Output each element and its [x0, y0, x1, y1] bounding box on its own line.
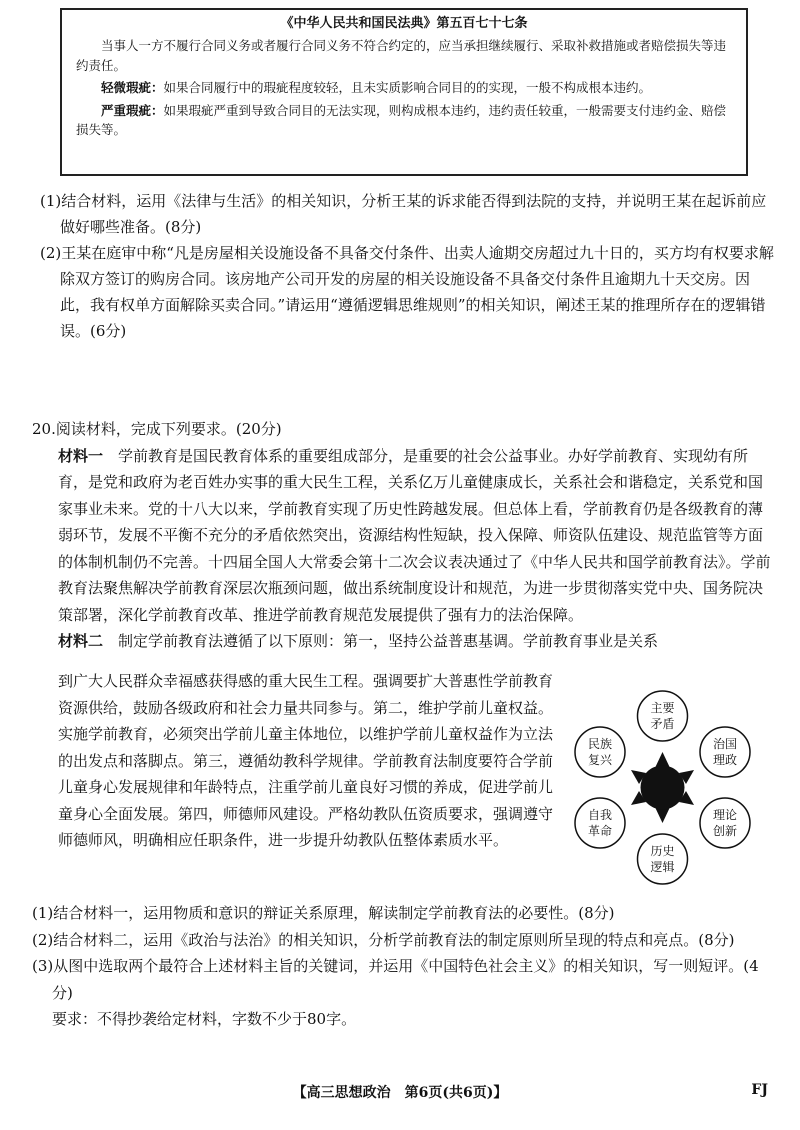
q20-items [32, 900, 774, 1033]
material-2-first-line [32, 628, 774, 655]
q20-item-1: (1)结合材料一，运用物质和意识的辩证关系原理，解读制定学前教育法的必要性。(8分) [32, 904, 615, 922]
node-lower-right-circle [700, 798, 750, 848]
material-2-wrapped [58, 668, 553, 854]
material-1-label: 材料一 [58, 446, 104, 465]
material-2-first-text: 制定学前教育法遵循了以下原则：第一，坚持公益普惠基调。学前教育事业是关系 [118, 632, 659, 650]
q19-item-2: (2)王某在庭审中称“凡是房屋相关设施设备不具备交付条件、出卖人逾期交房超过九十日的，买方均有权要求解除双方签订的购房合同。该房地产公司开发的房屋的相关设施设备不具备交付条件且逾期九十天交房。因此，我有权单方面解除买卖合同。”请运用“遵循逻辑思维规则”的相关知识，阐述王某的推理所存在的逻辑错误。(6分) [40, 244, 774, 340]
node-lower-right-line-1: 理论 [712, 808, 738, 822]
arrow-star [631, 752, 694, 823]
material-1-text: 学前教育是国民教育体系的重要组成部分，是重要的社会公益事业。办好学前教育、实现幼有所育，是党和政府为老百姓办实事的重大民生工程，关系亿万儿童健康成长，关系社会和谐稳定，关系党和国家事业未来。党的十八大以来，学前教育实现了历史性跨越发展。但总体上看，学前教育仍是各级教育的薄弱环节，发展不平衡不充分的矛盾依然突出，资源结构性短缺，投入保障、师资队伍建设、规范监管等方面的体制机制仍不完善。十四届全国人大常委会第十二次会议表决通过了《中华人民共和国学前教育法》。学前教育法聚焦解决学前教育深层次瓶颈问题，做出系统制度设计和规范，为进一步贯彻落实党中央、国务院决策部署，深化学前教育改革、推进学前教育规范发展提供了强有力的法治保障。 [58, 446, 771, 624]
node-top-line-1: 主要 [650, 701, 675, 715]
node-bottom-circle [638, 834, 688, 884]
node-top-circle [638, 691, 688, 741]
severe-defect-paragraph [76, 101, 732, 140]
node-upper-left-line-2: 复兴 [587, 753, 613, 767]
severe-defect-label: 严重瑕疵： [101, 102, 164, 118]
material-2-label: 材料二 [58, 632, 104, 650]
node-top-line-2: 矛盾 [650, 717, 675, 731]
node-lower-left-line-1: 自我 [587, 808, 613, 822]
node-upper-right-line-2: 理政 [712, 753, 738, 767]
node-upper-left-line-1: 民族 [587, 737, 613, 751]
node-lower-right-line-2: 创新 [712, 824, 738, 838]
minor-defect-paragraph [76, 78, 732, 98]
material-2-text: 到广大人民群众幸福感获得感的重大民生工程。强调要扩大普惠性学前教育资源供给，鼓励各级政府和社会力量共同参与。第二，维护学前儿童权益。实施学前教育，必须突出学前儿童主体地位，以维护学前儿童权益作为立法的出发点和落脚点。第三，遵循幼教科学规律。学前教育法制度要符合学前儿童身心发展规律和年龄特点，注重学前儿童良好习惯的养成，促进学前儿童身心全面发展。第四，师德师风建设。严格幼教队伍资质要求，强调遵守师德师风，明确相应任职条件，进一步提升幼教队伍整体素质水平。 [58, 672, 554, 849]
page-footer [0, 1082, 800, 1112]
footer-code: FJ [751, 1082, 768, 1098]
material-1 [32, 443, 774, 629]
q20-block [32, 416, 774, 655]
law-title: 《中华人民共和国民法典》第五百七十七条 [280, 16, 528, 31]
q20-requirement: 要求：不得抄袭给定材料，字数不少于80字。 [52, 1010, 357, 1028]
node-bottom-line-2: 逻辑 [650, 860, 675, 874]
q19-items [40, 188, 776, 344]
minor-defect-label: 轻微瑕疵： [101, 80, 164, 95]
q20-item-3: (3)从图中选取两个最符合上述材料主旨的关键词，并运用《中国特色社会主义》的相关知识，写一则短评。(4分) [32, 957, 759, 1002]
q20-item-2: (2)结合材料二，运用《政治与法治》的相关知识，分析学前教育法的制定原则所呈现的特点和亮点。(8分) [32, 930, 735, 949]
node-lower-left-circle [575, 798, 625, 848]
severe-defect-text: 如果瑕疵严重到导致合同目的无法实现，则构成根本违约，违约责任较重，一般需要支付违约金、赔偿损失等。 [76, 102, 727, 137]
minor-defect-text: 如果合同履行中的瑕疵程度较轻，且未实质影响合同目的的实现，一般不构成根本违约。 [163, 80, 652, 95]
node-upper-left-circle [575, 727, 625, 777]
q20-heading: 20.阅读材料，完成下列要求。(20分) [32, 420, 282, 438]
node-upper-right-circle [700, 727, 750, 777]
node-upper-right-line-1: 治国 [712, 737, 738, 751]
law-excerpt-box [60, 8, 748, 176]
law-article-text: 当事人一方不履行合同义务或者履行合同义务不符合约定的，应当承担继续履行、采取补救措施或者赔偿损失等违约责任。 [76, 38, 727, 73]
footer-label: 【高三思想政治 第6页(共6页)】 [292, 1085, 508, 1101]
keyword-diagram [555, 680, 770, 895]
q19-item-1: (1)结合材料，运用《法律与生活》的相关知识，分析王某的诉求能否得到法院的支持，并说明王某在起诉前应做好哪些准备。(8分) [40, 192, 767, 236]
node-lower-left-line-2: 革命 [587, 824, 613, 838]
node-bottom-line-1: 历史 [650, 844, 675, 858]
